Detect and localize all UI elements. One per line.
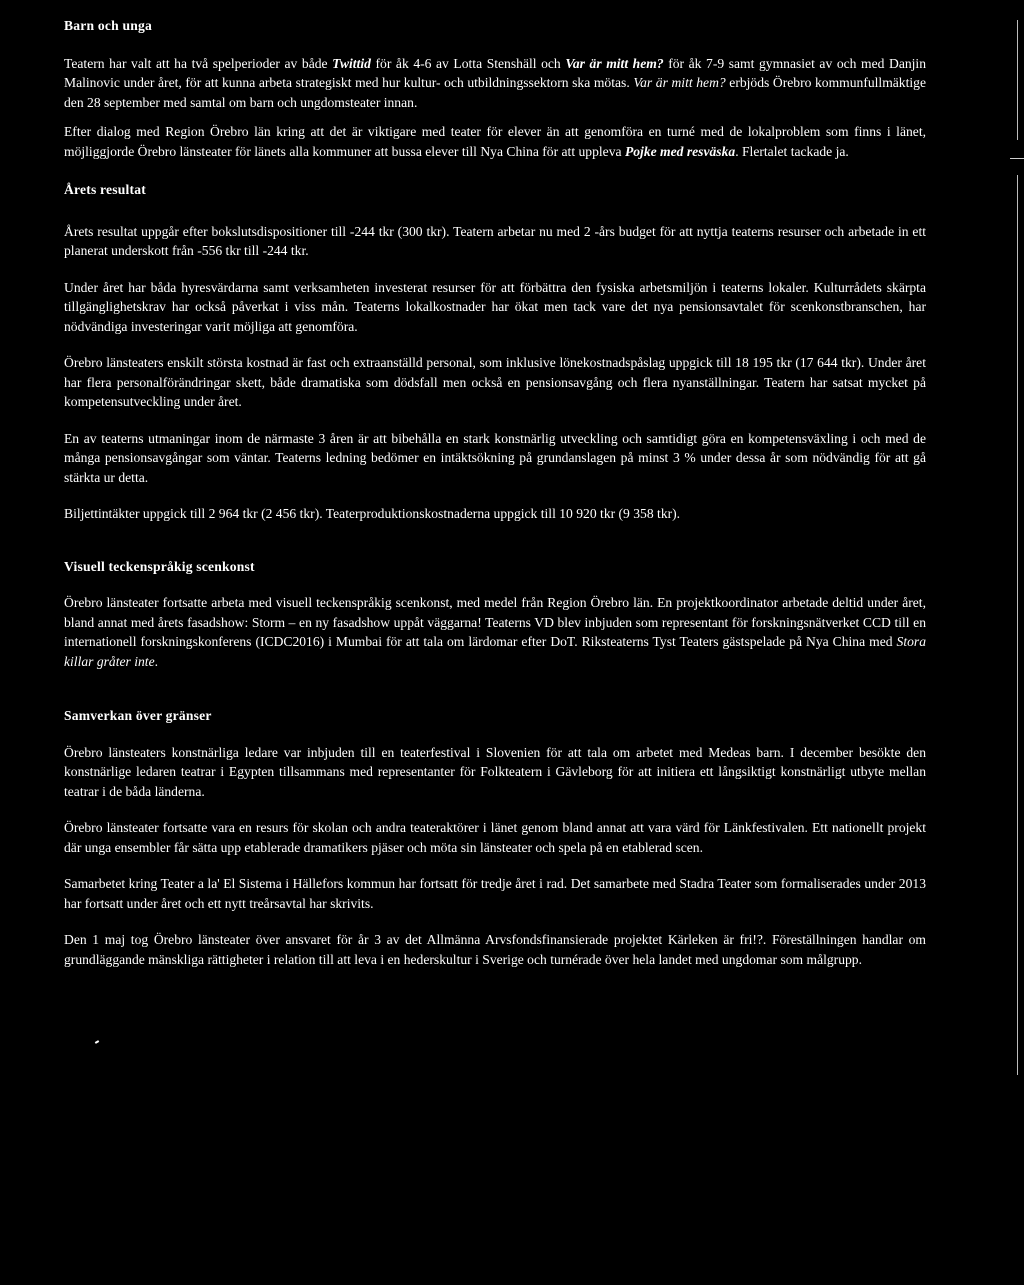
play-title: Var är mitt hem?: [565, 55, 664, 71]
text-run: . Flertalet tackade ja.: [735, 143, 849, 159]
play-title: Pojke med resväska: [624, 143, 736, 159]
paragraph-resultat-4: En av teaterns utmaningar inom de närmaste 3 åren är att bibehålla en stark konstnärlig utveckling och samtidigt göra en kompetensväxling i och med de många pensionsavgångar som väntar. Teaterns ledning bedömer en intäktsökning på grundanslagen på minst 3 % under dessa år som nödvändig för att gå stärkta ur detta.: [64, 430, 926, 485]
paragraph-resultat-3: Örebro länsteaters enskilt största kostnad är fast och extraanställd personal, som inklusive lönekostnadspåslag uppgick till 18 195 tkr (17 644 tkr). Under året har flera personalförändringar skett, både dramatiska som dödsfall men också en pensionsavgång och flera nyanställningar. Teatern har satsat mycket på kompetensutveckling under året.: [64, 355, 926, 409]
section-heading-samverkan-over-granser: Samverkan över gränser: [64, 708, 212, 723]
text-run: Örebro länsteater fortsatte arbeta med visuell teckenspråkig scenkonst, med medel från Region Örebro län. En projektkoordinator arbetade deltid under året, bland annat med årets fasadshow: Storm – en ny fasadshow uppåt väggarna! Teaterns VD blev inbjuden som representant för forskningsnätverket CCD till en internationell forskningskonferens (ICDC2016) i Mumbai för att tala om lärdomar efter DoT. Riksteaterns Tyst Teaters gästspelade på Nya China med: [64, 595, 926, 649]
play-title: Twittid: [332, 55, 371, 71]
paragraph-samverkan-2: Örebro länsteater fortsatte vara en resurs för skolan och andra teateraktörer i länet genom bland annat att vara värd för Länkfestivalen. Ett nationellt projekt där unga ensembler får sätta upp etablerade dramatikers pjäser och möta sin länsteater och spela på en etablerad scen.: [64, 820, 926, 855]
text-run: erbjöds Örebro kommunfullmäktige den 28 september med samtal om barn och ungdomsteater innan.: [64, 75, 926, 110]
section-heading-arets-resultat: Årets resultat: [64, 182, 146, 197]
text-run: för åk 4-6 av Lotta Stenshäll och: [370, 55, 566, 71]
paragraph-resultat-5: Biljettintäkter uppgick till 2 964 tkr (2 456 tkr). Teaterproduktionskostnaderna uppgick till 10 920 tkr (9 358 tkr).: [64, 506, 681, 521]
paragraph-samverkan-1: Örebro länsteaters konstnärliga ledare var inbjuden till en teaterfestival i Slovenien för att tala om arbetet med Medeas barn. I december besökte den konstnärlige ledaren teatrar i Egypten tillsammans med representanter för Folkteatern i Gävleborg för att initiera ett långsiktigt konstnärligt utbyte mellan teatrar i de båda länderna.: [64, 744, 926, 799]
section-heading-visuell-teckensprakig-scenkonst: Visuell teckenspråkig scenkonst: [64, 558, 255, 574]
paragraph-visuell-1: [64, 593, 926, 671]
play-title: Var är mitt hem?: [633, 75, 726, 90]
text-run: .: [154, 653, 159, 669]
margin-rule: [1010, 158, 1024, 159]
paragraph-resultat-1: Årets resultat uppgår efter bokslutsdispositioner till -244 tkr (300 tkr). Teatern arbetar nu med 2 -års budget för att nyttja teaterns resurser och arbetade in ett planerat underskott från -556 tkr till -244 tkr.: [64, 223, 926, 258]
section-heading-barn-och-unga: Barn och unga: [64, 18, 152, 33]
paragraph-barn-och-unga-2: [64, 122, 926, 161]
stray-mark: [95, 1040, 99, 1044]
paragraph-samverkan-3: Samarbetet kring Teater a la' El Sistema i Hällefors kommun har fortsatt för tredje året i rad. Det samarbete med Stadra Teater som formaliserades under 2013 har fortsatt under året och ett nytt treårsavtal har skrivits.: [64, 876, 926, 911]
text-run: Teatern har valt att ha två spelperioder av både: [64, 55, 333, 71]
text-run: Efter dialog med Region Örebro län kring att det är viktigare med teater för elever än att genomföra en turné med de lokalproblem som finns i länet, möjliggjorde Örebro länsteater för länets alla kommuner att bussa elever till Nya China för att uppleva: [64, 124, 926, 159]
paragraph-barn-och-unga-1: [64, 54, 926, 113]
play-title: Stora killar gråter inte: [64, 634, 926, 669]
paragraph-samverkan-4: Den 1 maj tog Örebro länsteater över ansvaret för år 3 av det Allmänna Arvsfondsfinansierade projektet Kärleken är fri!?. Föreställningen handlar om grundläggande mänskliga rättigheter i relation till att leva i en hederskultur i Sverige och turnérade över hela landet med ungdomar som målgrupp.: [64, 932, 926, 967]
margin-edge-line: [1017, 175, 1018, 1075]
margin-edge-line: [1017, 20, 1018, 140]
paragraph-resultat-2: Under året har båda hyresvärdarna samt verksamheten investerat resurser för att förbättra den fysiska arbetsmiljön i teaterns lokaler. Kulturrådets skärpta tillgänglighetskrav har också påverkat i viss mån. Teaterns lokalkostnader har ökat men tack vare det nya pensionsavtalet för scenkonstbranschen, har nödvändiga investeringar varit möjliga att genomföra.: [64, 279, 926, 334]
text-run: för åk 7-9 samt gymnasiet av och med Danjin Malinovic under året, för att kunna arbeta strategiskt med hur kultur- och utbildningssektorn ska mötas.: [64, 55, 926, 90]
document-page: [64, 14, 926, 969]
